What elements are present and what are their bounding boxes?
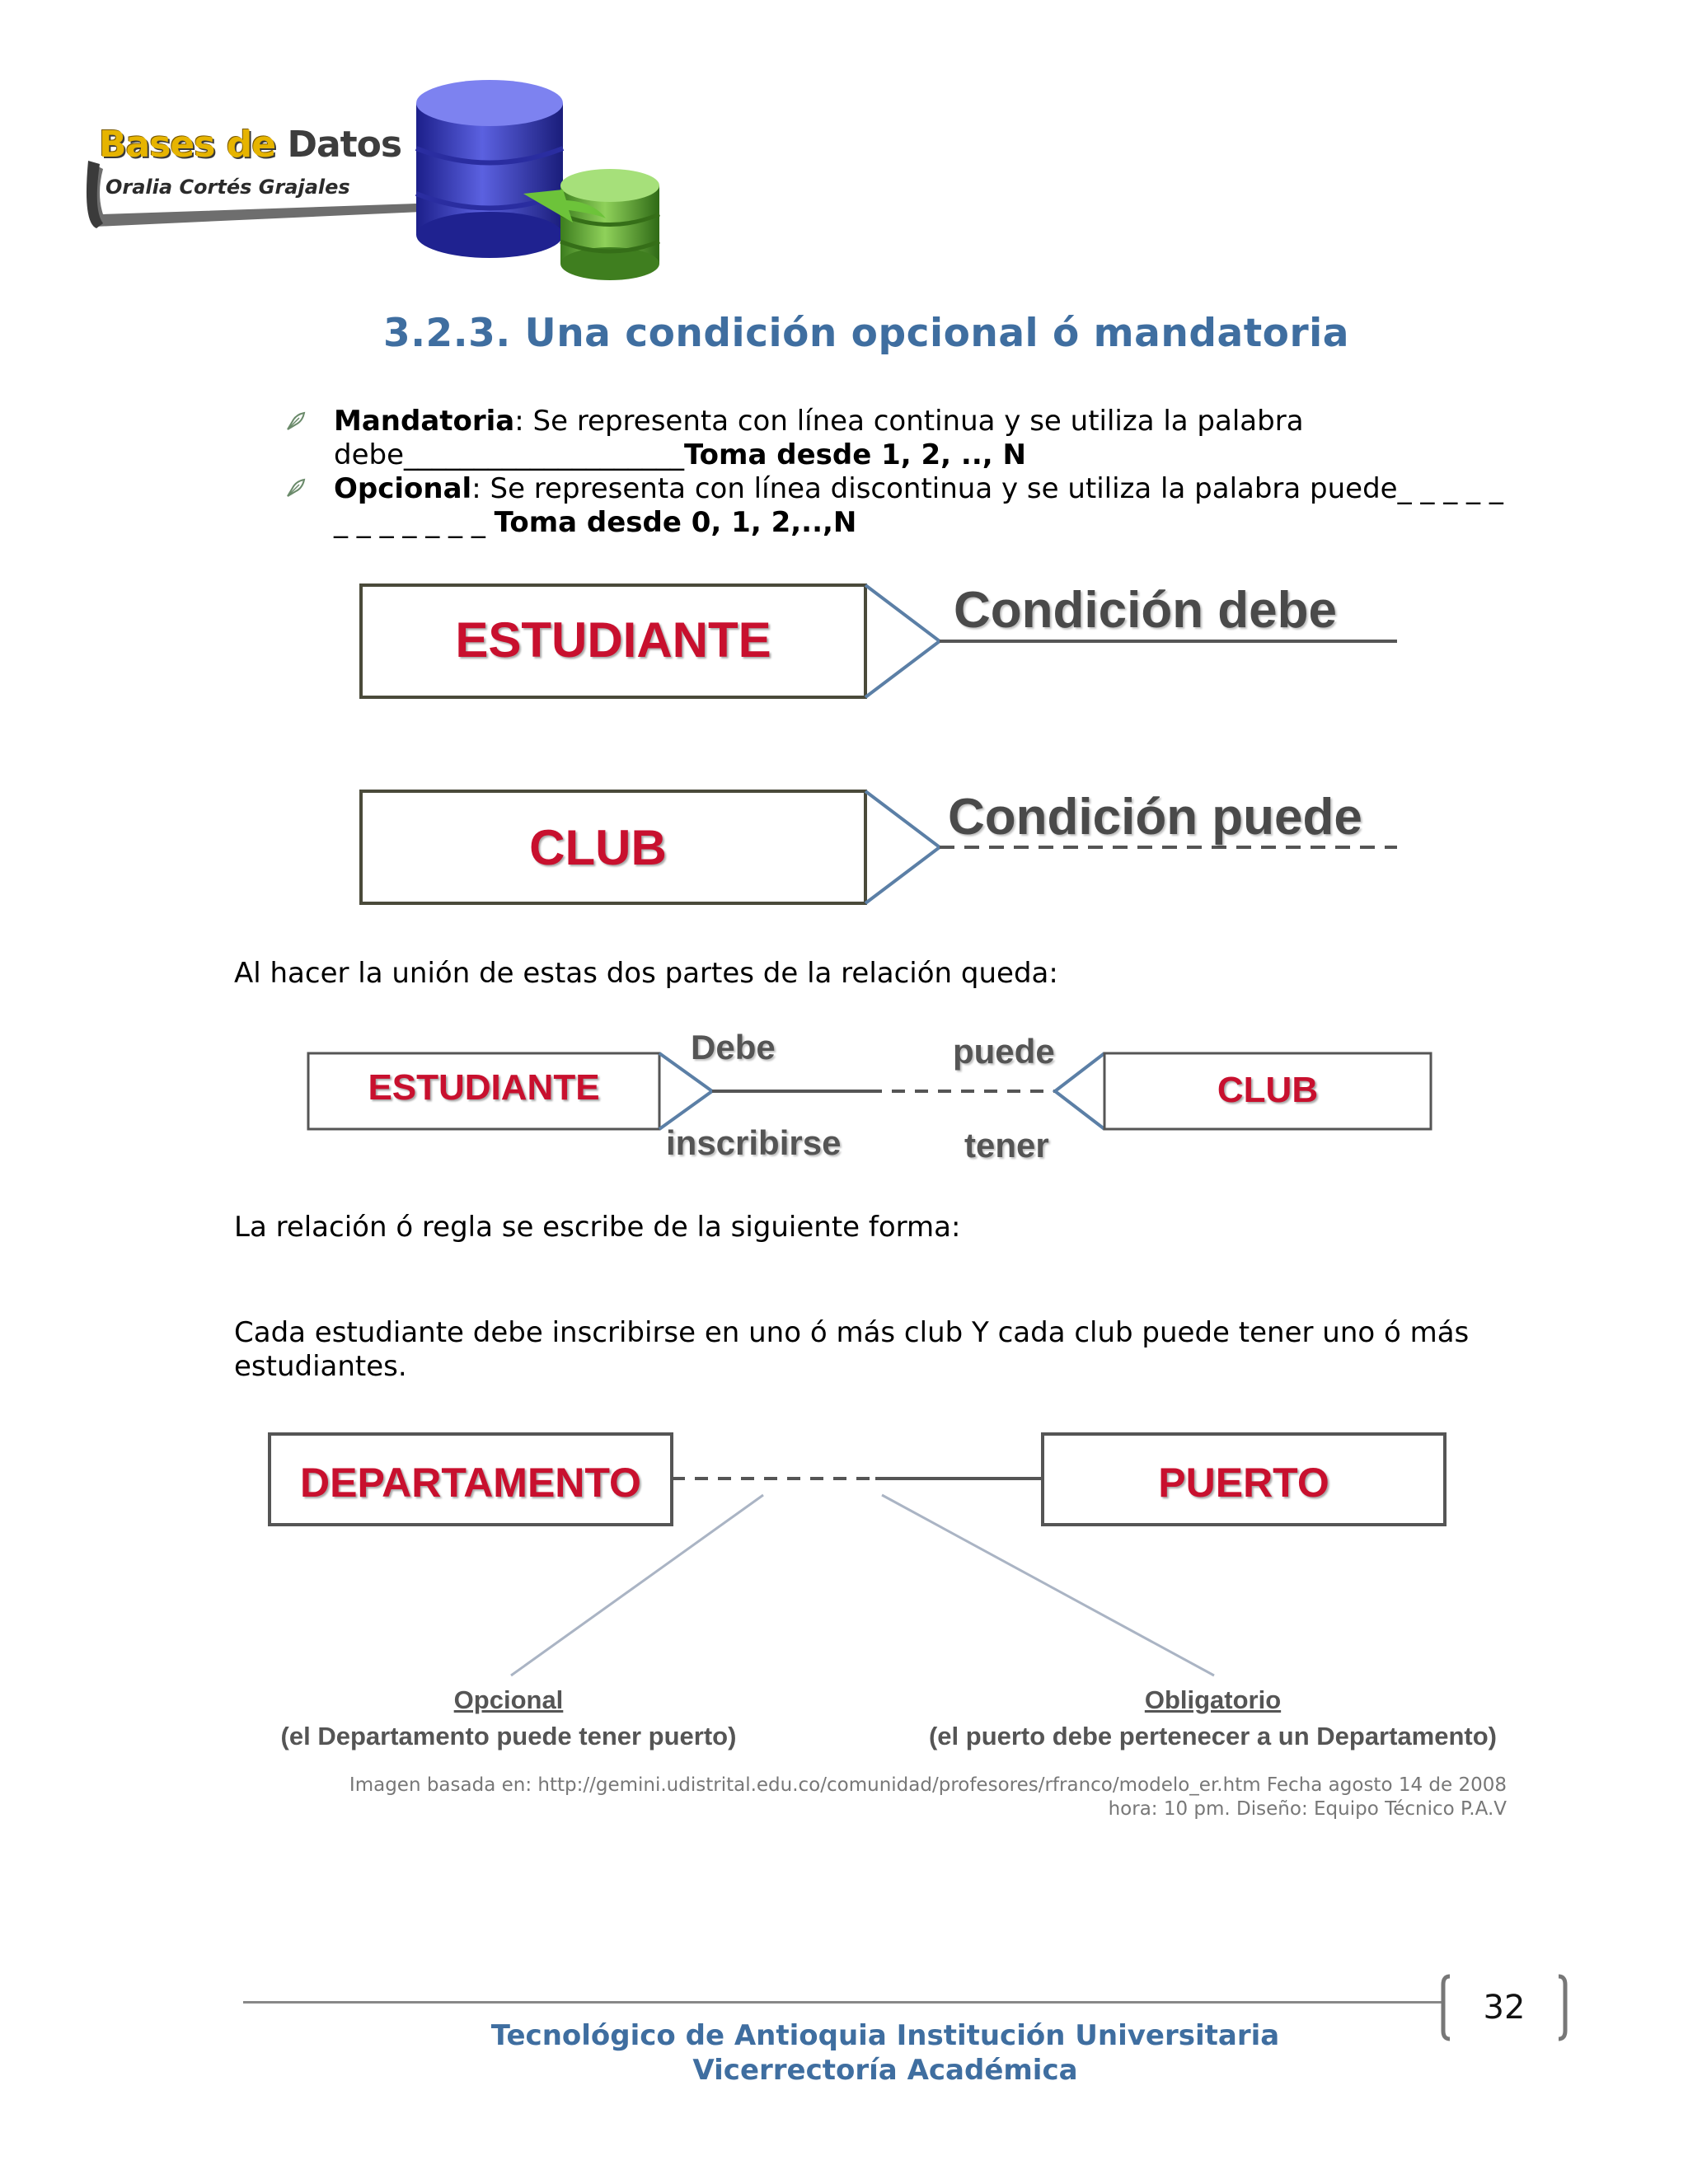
entity-club: CLUB <box>529 820 667 875</box>
bullet-mandatoria-line1 <box>334 405 1304 438</box>
union-entity-estudiante: ESTUDIANTE <box>368 1067 600 1108</box>
footer-divider <box>243 2001 1445 2004</box>
footer-institution: Tecnológico de Antioquia Institución Universitaria <box>490 2019 1280 2052</box>
bullet-text: : Se representa con línea continua y se utiliza la palabra <box>514 405 1304 438</box>
bullet-opcional-line2 <box>334 506 856 540</box>
footer-department: Vicerrectoría Académica <box>692 2054 1078 2087</box>
image-caption-line2: hora: 10 pm. Diseño: Equipo Técnico P.A.V <box>1108 1798 1507 1820</box>
bullet-mandatoria-line2 <box>334 438 1026 472</box>
union-intro-text: Al hacer la unión de estas dos partes de la relación queda: <box>234 957 1058 990</box>
note-opcional-title: Opcional <box>453 1685 564 1714</box>
section-heading: 3.2.3. Una condición opcional ó mandatoria <box>383 311 1349 356</box>
entity-estudiante: ESTUDIANTE <box>455 612 771 668</box>
rule-intro-text: La relación ó regla se escribe de la siguiente forma: <box>234 1211 961 1244</box>
union-label-tener: tener <box>964 1126 1049 1165</box>
condition-debe-label: Condición debe <box>954 582 1337 639</box>
bullet-term: Mandatoria <box>334 405 515 438</box>
bullet-text: : Se representa con línea discontinua y se utiliza la palabra puede_ _ _ _ _ <box>471 472 1503 505</box>
note-obligatorio-text: (el puerto debe pertenecer a un Departamento) <box>928 1722 1498 1750</box>
note-obligatorio-title: Obligatorio <box>1144 1685 1282 1714</box>
leaf-bullet-icon <box>284 410 307 433</box>
bullet-text: debe____________________ <box>334 438 684 471</box>
leaf-bullet-icon <box>284 476 307 499</box>
note-opcional-text: (el Departamento puede tener puerto) <box>280 1722 737 1750</box>
union-label-debe: Debe <box>691 1028 776 1066</box>
page-number: 32 <box>1483 1989 1526 2027</box>
image-caption-line1: Imagen basada en: http://gemini.udistrital.edu.co/comunidad/profesores/rfranco/modelo_er.htm Fecha agosto 14 de 2008 <box>349 1774 1507 1796</box>
condition-puede-label: Condición puede <box>948 789 1362 846</box>
bullet-text: _ _ _ _ _ _ _ <box>334 506 495 539</box>
rule-text-line2: estudiantes. <box>234 1350 407 1383</box>
union-label-inscribirse: inscribirse <box>666 1123 842 1162</box>
logo-author: Oralia Cortés Grajales <box>106 176 350 199</box>
bullet-term: Opcional <box>334 472 472 505</box>
bullet-opcional-line1 <box>334 472 1503 506</box>
entity-departamento: DEPARTAMENTO <box>300 1460 641 1506</box>
rule-text-line1: Cada estudiante debe inscribirse en uno ó más club Y cada club puede tener uno ó más <box>234 1316 1470 1349</box>
entity-puerto: PUERTO <box>1158 1460 1329 1506</box>
logo-title: Bases de Datos <box>99 124 402 166</box>
union-label-puede: puede <box>953 1032 1055 1071</box>
bullet-range: Toma desde 1, 2, .., N <box>684 438 1026 471</box>
union-entity-club: CLUB <box>1217 1070 1319 1110</box>
bullet-range: Toma desde 0, 1, 2,..,N <box>494 506 857 539</box>
